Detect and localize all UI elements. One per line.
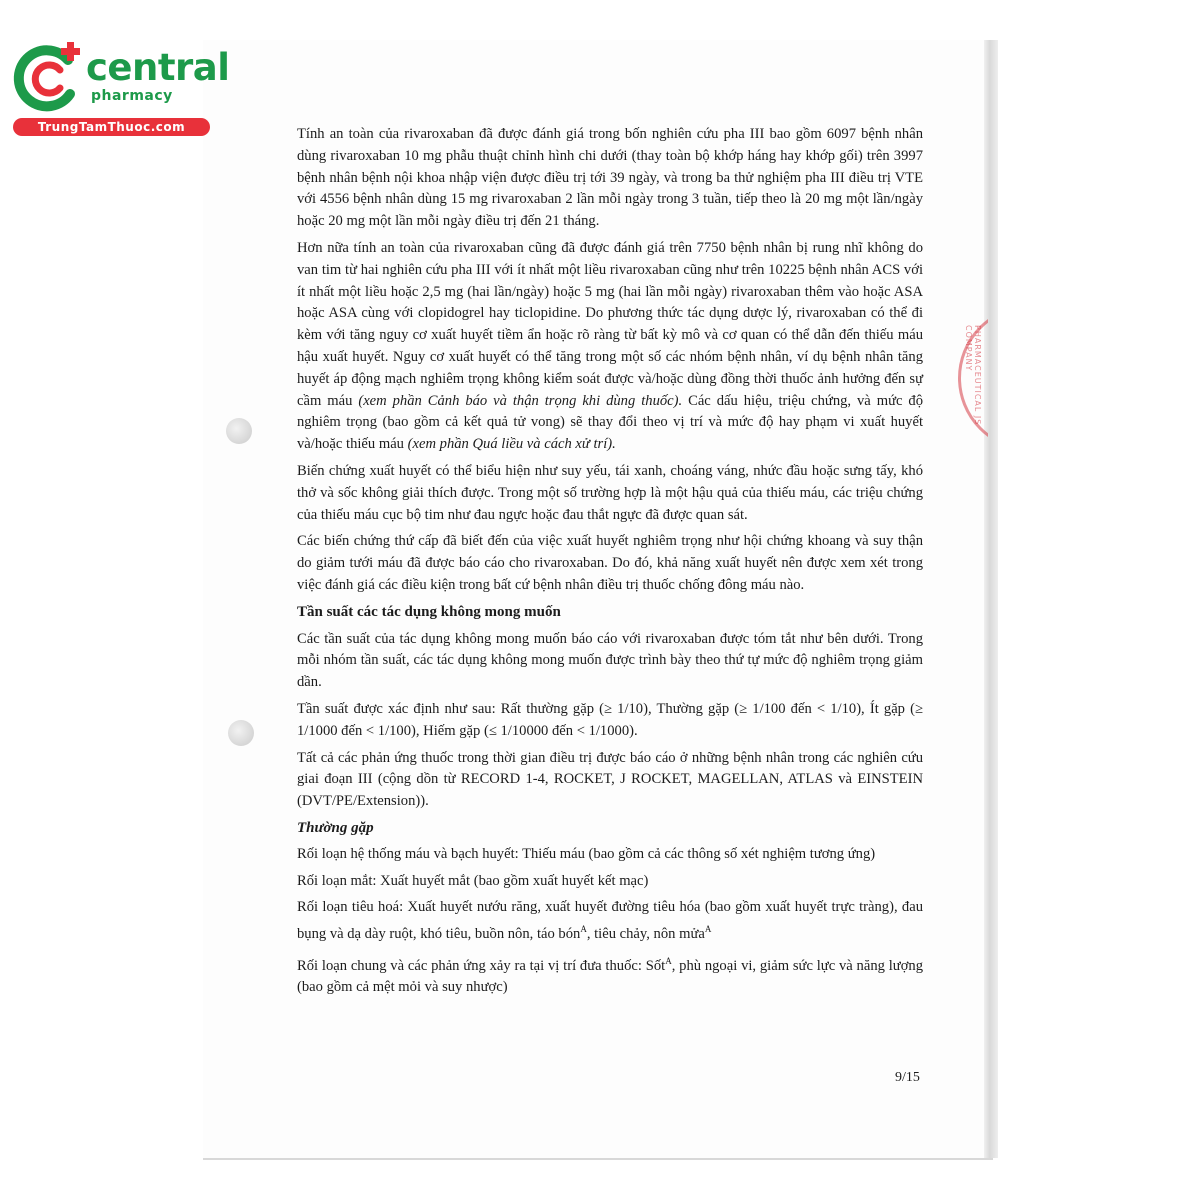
paragraph-secondary-complications: Các biến chứng thứ cấp đã biết đến của việc xuất huyết nghiêm trọng như hội chứng khoang và suy thận do giảm tưới máu đã được báo cáo cho rivaroxaban. Do đó, khả năng xuất huyết nên được xem xét trong việc đánh giá các điều kiện trong bất cứ bệnh nhân điều trị thuốc chống đông máu nào. bbox=[297, 533, 923, 593]
paragraph-text: , tiêu chảy, nôn mửa bbox=[586, 925, 705, 942]
paragraph-text: Rối loạn tiêu hoá: Xuất huyết nướu răng, xuất huyết đường tiêu hóa (bao gồm xuất huyết trực tràng), đau bụng và dạ dày ruột, khó tiêu, buồn nôn, táo bón bbox=[297, 899, 923, 942]
paragraph-phase3-studies: Tất cả các phản ứng thuốc trong thời gian điều trị được báo cáo ở những bệnh nhân trong các nghiên cứu giai đoạn III (cộng dồn từ RECORD 1-4, ROCKET, J ROCKET, MAGELLAN, ATLAS và EINSTEIN (DVT/PE/Extension)). bbox=[297, 749, 923, 810]
paragraph-general-disorders bbox=[297, 951, 923, 999]
subheading-common: Thường gặp bbox=[297, 819, 374, 836]
page-number: 9/15 bbox=[895, 1070, 920, 1085]
paragraph-safety-studies: Tính an toàn của rivaroxaban đã được đánh giá trong bốn nghiên cứu pha III bao gồm 6097 bệnh nhân dùng rivaroxaban 10 mg phẫu thuật chỉnh hình chi dưới (thay toàn bộ khớp háng hay khớp gối) trên 3997 bệnh nhân bệnh nội khoa nhập viện được điều trị tới 39 ngày, và trong ba thử nghiệm pha III điều trị VTE với 4556 bệnh nhân dùng 15 mg rivaroxaban 2 lần mỗi ngày trong 3 tuần, tiếp theo là 20 mg một lần/ngày hoặc 20 mg một lần mỗi ngày điều trị đến 21 tháng. bbox=[297, 126, 923, 230]
paragraph-frequency-definition: Tần suất được xác định như sau: Rất thường gặp (≥ 1/10), Thường gặp (≥ 1/100 đến < 1/10), Ít gặp (≥ 1/1000 đến < 1/100), Hiếm gặp (≤ 1/10000 đến < 1/1000). bbox=[297, 700, 923, 739]
paragraph-text: Rối loạn chung và các phản ứng xảy ra tại vị trí đưa thuốc: Sốt bbox=[297, 957, 666, 974]
logo-wordmark: central bbox=[86, 46, 230, 89]
logo-subtitle: pharmacy bbox=[91, 88, 173, 104]
logo-c-icon bbox=[10, 38, 90, 118]
cross-reference: (xem phần Cảnh báo và thận trọng khi dùng thuốc). bbox=[358, 392, 683, 409]
logo-website-banner: TrungTamThuoc.com bbox=[13, 118, 210, 136]
footnote-marker: A bbox=[580, 924, 587, 935]
company-stamp bbox=[958, 305, 988, 445]
paragraph-text: Hơn nữa tính an toàn của rivaroxaban cũng đã được đánh giá trên 7750 bệnh nhân bị rung nhĩ không do van tim từ hai nghiên cứu pha III với ít nhất một liều rivaroxaban cũng như trên 10225 bệnh nhân ACS với ít nhất một liều hoặc 2,5 mg (hai lần/ngày) hoặc 5 mg (hai lần mỗi ngày) rivaroxaban thêm vào hoặc ASA hoặc ASA cùng với clopidogrel hay ticlopidine. Do phương thức tác dụng dược lý, rivaroxaban có thể đi kèm với tăng nguy cơ xuất huyết tiềm ẩn hoặc rõ ràng từ bất kỳ mô và cơ quan có thể dẫn đến thiếu máu hậu xuất huyết. Nguy cơ xuất huyết có thể tăng trong một số các nhóm bệnh nhân, ví dụ bệnh nhân tăng huyết áp động mạch nghiêm trọng không kiểm soát được và/hoặc dùng đồng thời thuốc ảnh hưởng đến sự cầm máu bbox=[297, 239, 923, 409]
footnote-marker: A bbox=[665, 955, 672, 966]
cross-reference: (xem phần Quá liều và cách xử trí). bbox=[407, 436, 616, 453]
page-edge bbox=[984, 40, 998, 1158]
document-body bbox=[297, 124, 923, 1004]
paragraph-frequency-summary: Các tần suất của tác dụng không mong muốn báo cáo với rivaroxaban được tóm tắt như bên dưới. Trong mỗi nhóm tần suất, các tác dụng không mong muốn được trình bày theo thứ tự mức độ nghiêm trọng giảm dần. bbox=[297, 630, 923, 691]
footnote-marker: A bbox=[704, 924, 712, 935]
punch-hole-top bbox=[226, 418, 252, 444]
paragraph-eye-disorders: Rối loạn mắt: Xuất huyết mắt (bao gồm xuất huyết kết mạc) bbox=[297, 872, 649, 889]
punch-hole-bottom bbox=[228, 720, 254, 746]
paragraph-bleeding-risk bbox=[297, 238, 923, 456]
paragraph-bleeding-complications: Biến chứng xuất huyết có thể biểu hiện như suy yếu, tái xanh, choáng váng, nhức đầu hoặc sưng tấy, khó thở và sốc không giải thích được. Trong một số trường hợp là một hậu quả của thiếu máu, các triệu chứng của thiếu máu cục bộ tim như đau ngực hoặc đau thắt ngực đã được quan sát. bbox=[297, 462, 923, 523]
paragraph-text: , phù ngoại vi, giảm sức lực và năng lượng (bao gồm cả mệt mỏi và suy nhược) bbox=[297, 957, 924, 996]
section-heading-frequency: Tần suất các tác dụng không mong muốn bbox=[297, 603, 561, 620]
paragraph-gi-disorders bbox=[297, 897, 923, 945]
paragraph-blood-disorders: Rối loạn hệ thống máu và bạch huyết: Thiếu máu (bao gồm cả các thông số xét nghiệm tương ứng) bbox=[297, 845, 876, 862]
stamp-text: PHARMACEUTICAL JS COMPANY bbox=[964, 325, 982, 426]
paragraph-text: Các dấu hiệu, triệu chứng, và mức độ nghiêm trọng (bao gồm cả kết quả tử vong) sẽ thay đổi theo vị trí và mức độ hay phạm vi xuất huyết và/hoặc thiếu máu bbox=[297, 392, 924, 453]
